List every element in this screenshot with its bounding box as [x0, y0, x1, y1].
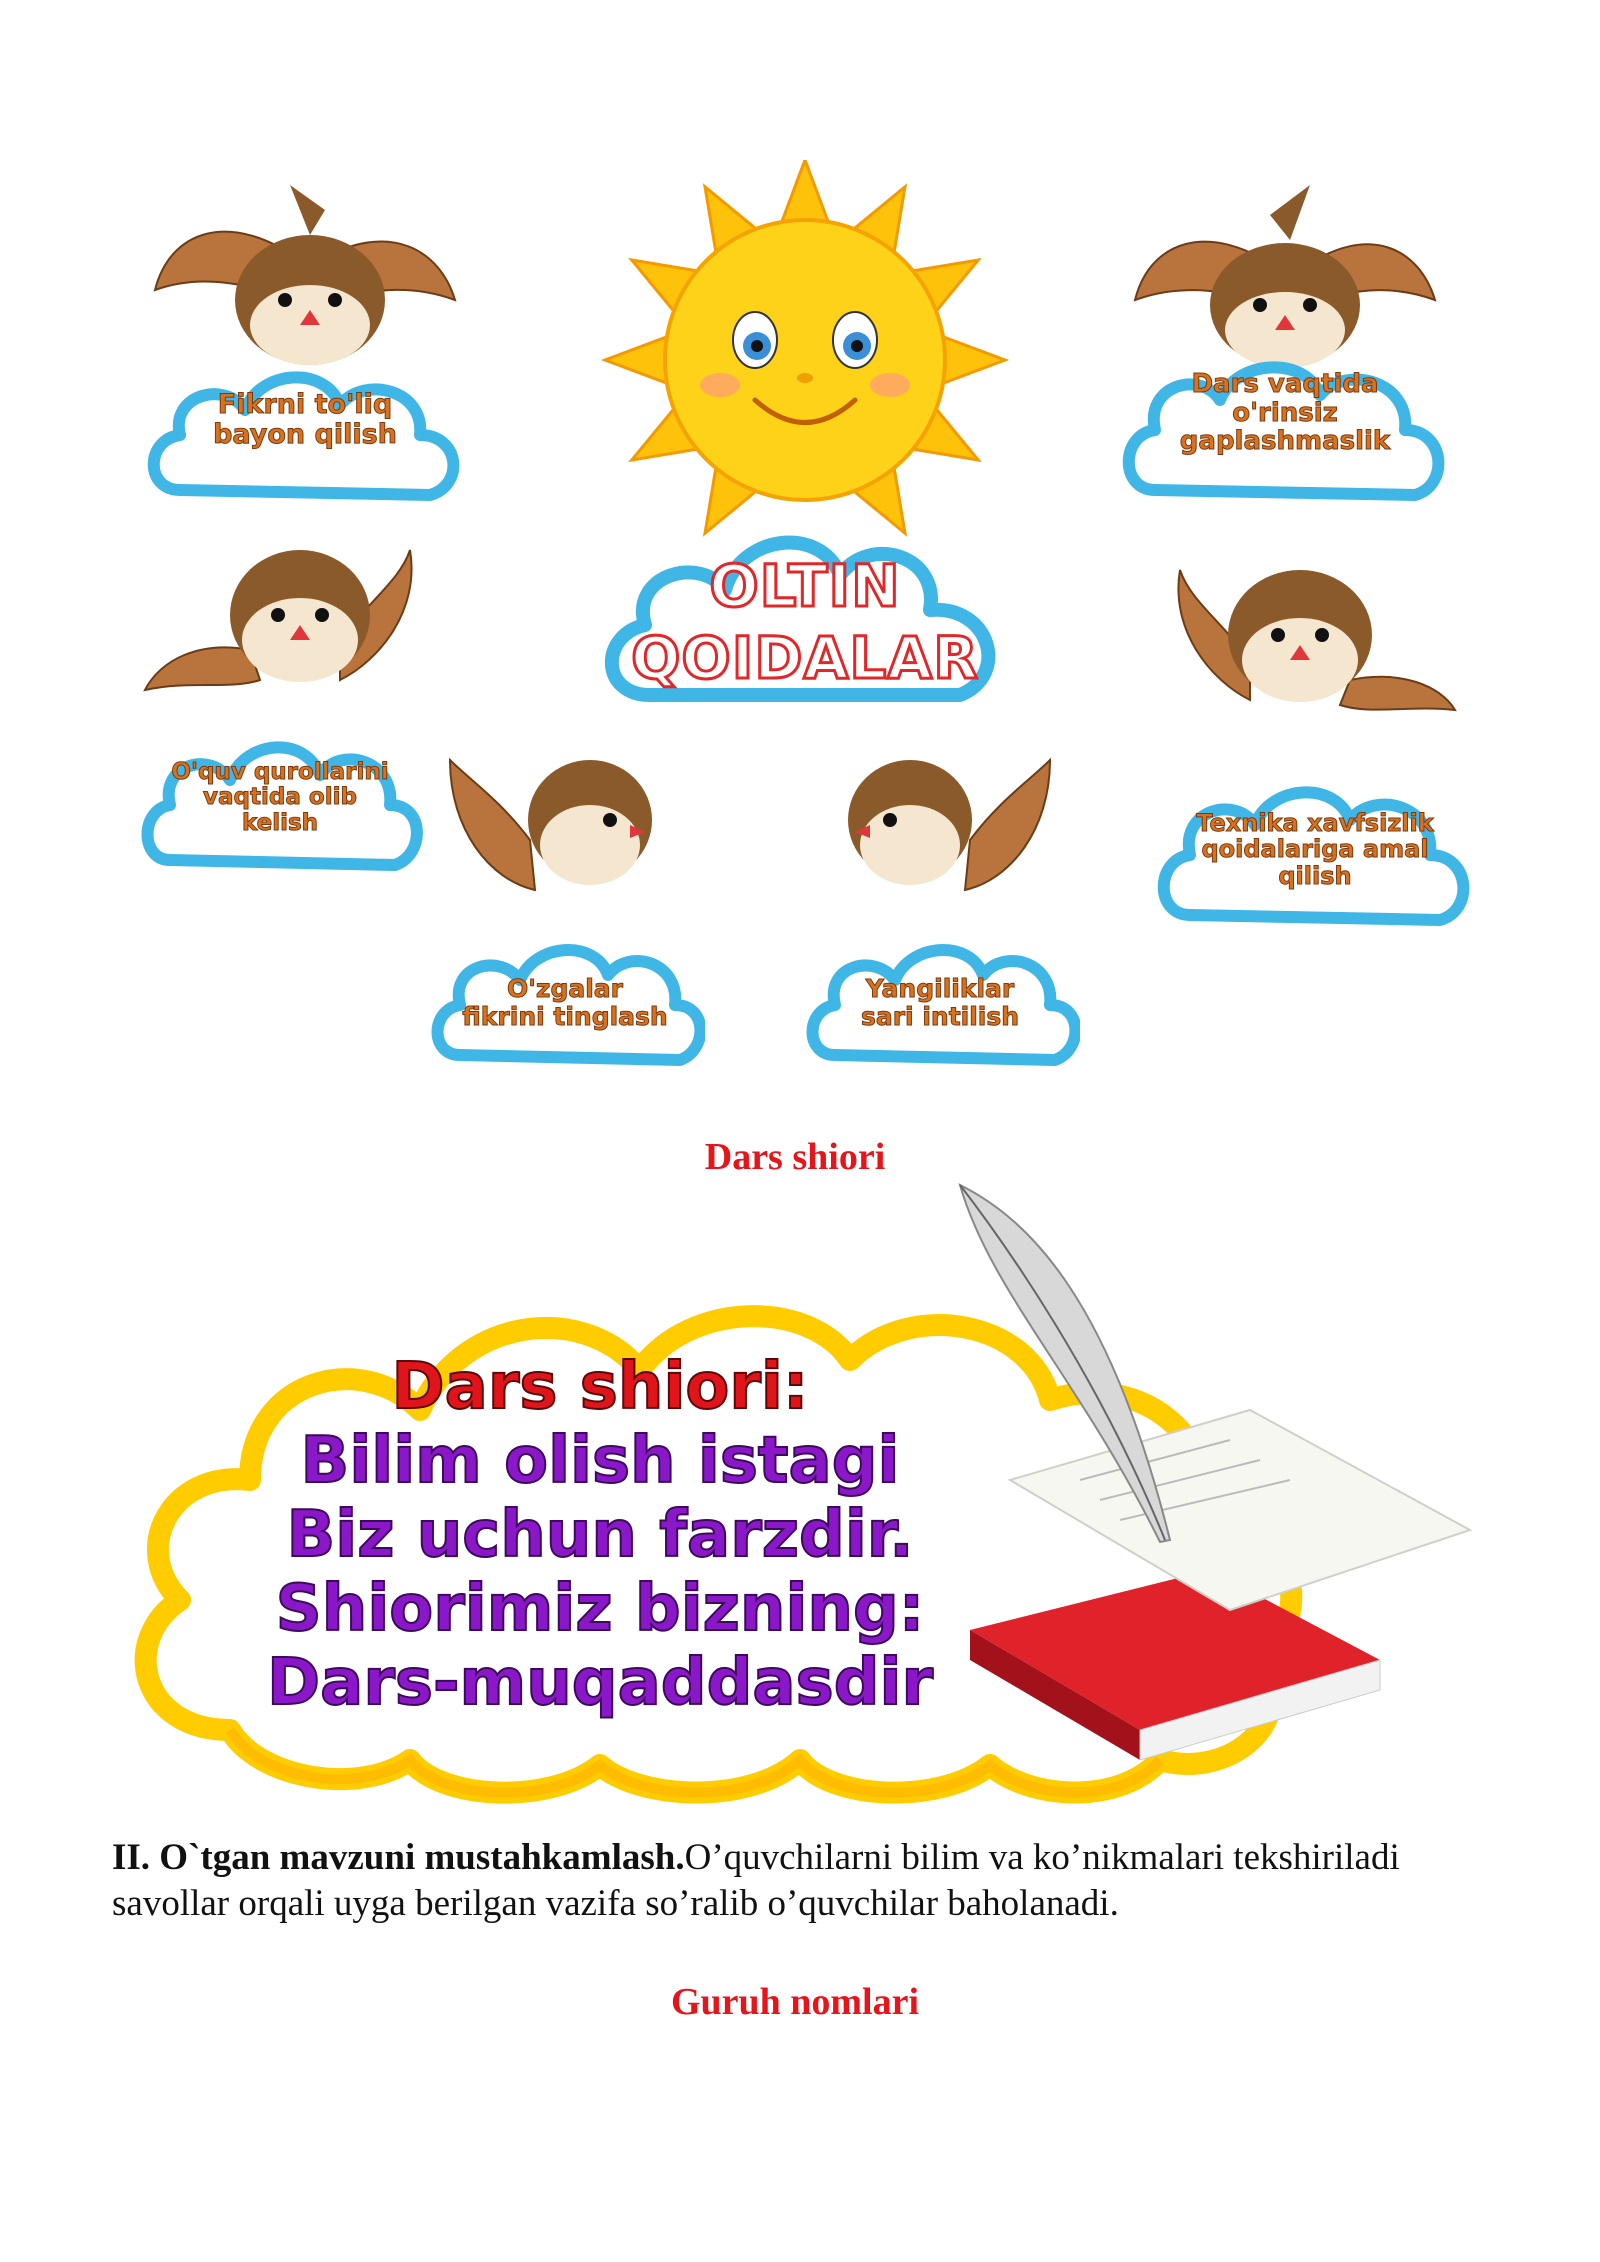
motto-line: Biz uchun farzdir. [286, 1498, 914, 1572]
rule-text: Fikrni to'liq bayon qilish [213, 389, 397, 450]
section-body: O’quvchilarni bilim va ko’nikmalari tekshiriladi savollar orqali uyga berilgan vazifa so’ralib o’quvchilar baholanadi. [112, 1837, 1400, 1924]
golden-rules-poster [0, 150, 1600, 1110]
bird-icon [140, 530, 430, 730]
section-heading: II. O`tgan mavzuni mustahkamlash. [112, 1837, 685, 1878]
quill-icon [950, 1180, 1200, 1560]
rule-text: Yangiliklar sari intilish [860, 974, 1020, 1031]
motto-poster [0, 1180, 1600, 1820]
bird-icon [440, 740, 680, 930]
bird-icon [820, 740, 1060, 930]
motto-line: Shiorimiz bizning: [275, 1572, 925, 1646]
motto-caption: Dars shiori [704, 1136, 886, 1178]
rule-text: Dars vaqtida o'rinsiz gaplashmaslik [1179, 369, 1391, 457]
motto-line: Bilim olish istagi [300, 1424, 900, 1498]
motto-heading: Dars shiori: [391, 1350, 809, 1424]
rule-text: O'zgalar fikrini tinglash [462, 974, 668, 1031]
motto-text [240, 1350, 960, 1720]
motto-line: Dars-muqaddasdir [267, 1646, 933, 1720]
groups-caption: Guruh nomlari [670, 1981, 920, 2023]
rule-text: O'quv qurollarini vaqtida olib kelish [171, 759, 389, 836]
section-paragraph [112, 1835, 1492, 1927]
poster-title [600, 550, 1010, 694]
poster-title-line2: QOIDALAR [631, 624, 979, 692]
rule-text: Texnika xavfsizlik qoidalariga amal qilish [1196, 809, 1434, 890]
bird-icon [1160, 550, 1460, 750]
poster-title-line1: OLTIN [709, 552, 901, 620]
